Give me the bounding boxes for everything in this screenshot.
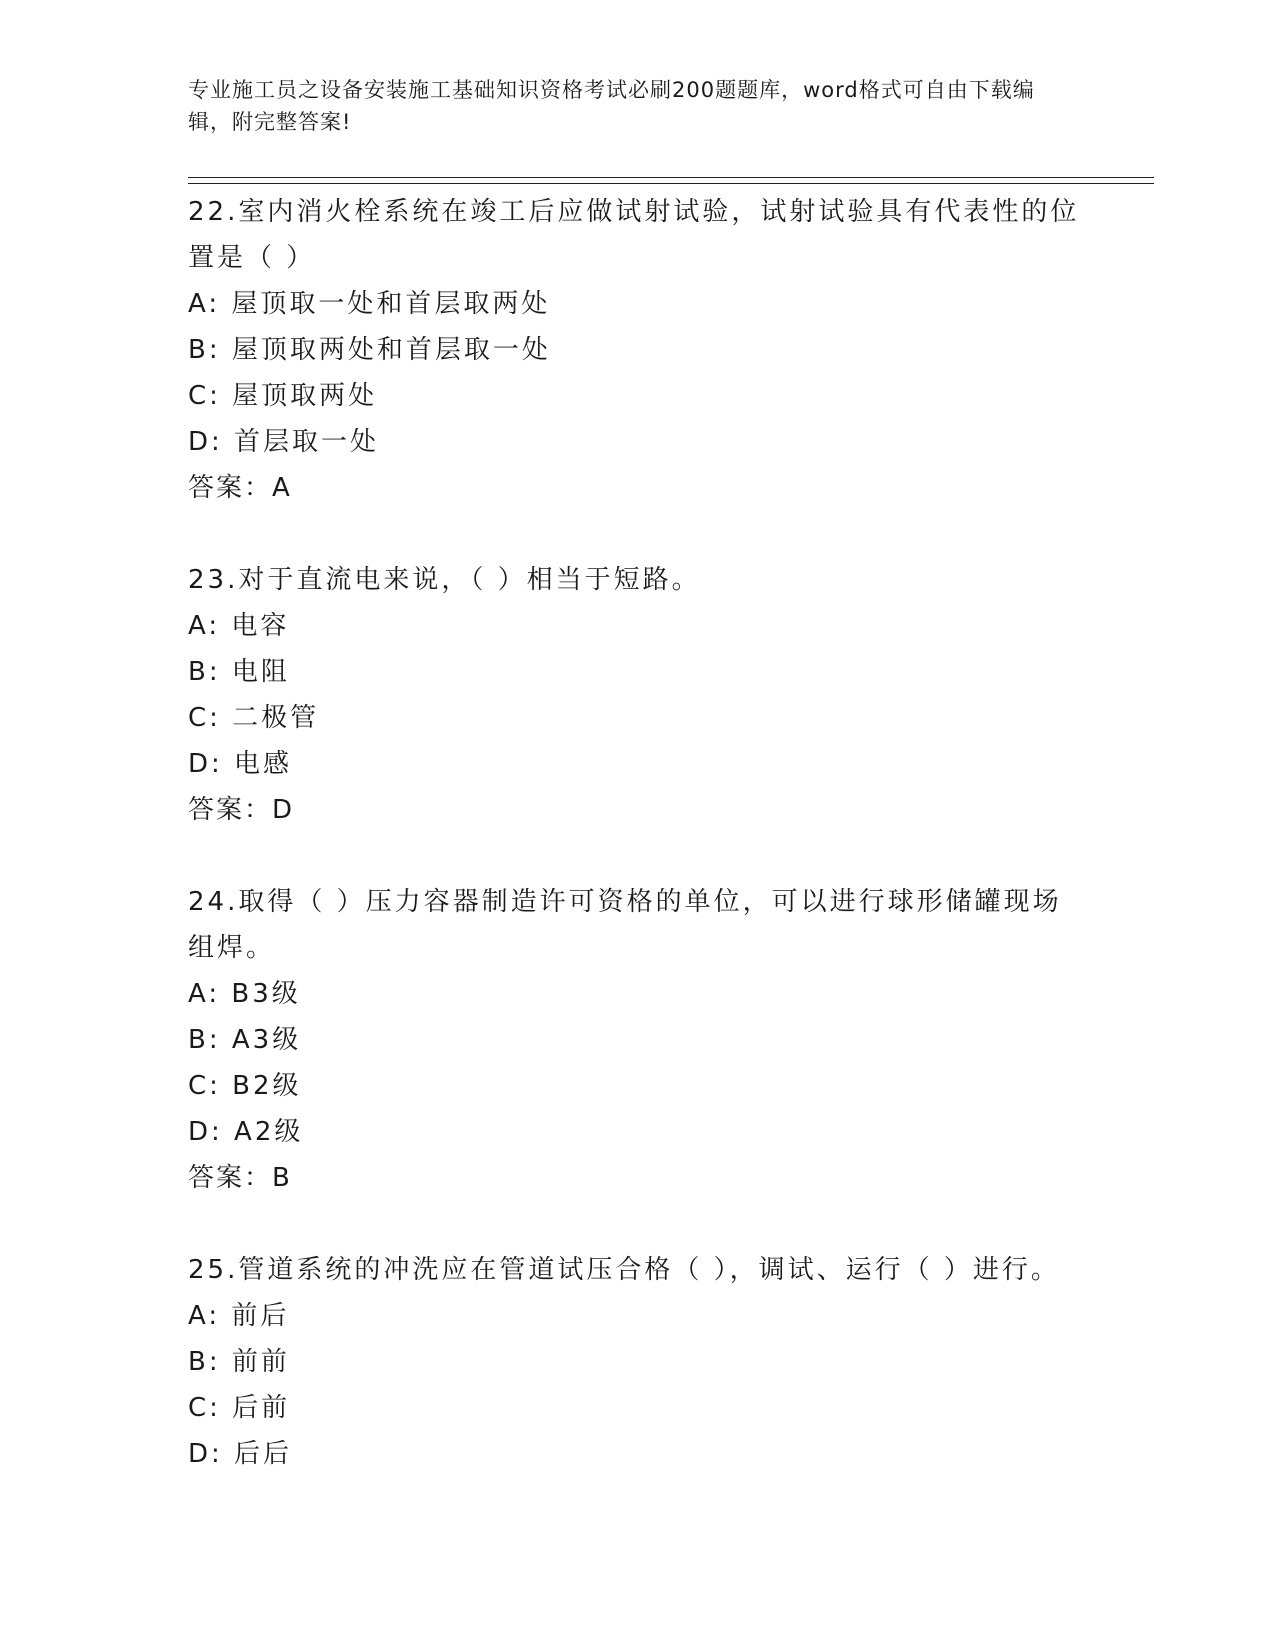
document-header: 专业施工员之设备安装施工基础知识资格考试必刷200题题库，word格式可自由下载编辑，附完整答案! xyxy=(188,78,1035,134)
option-d: D: A2级 xyxy=(188,1117,304,1147)
option-a: A: 前后 xyxy=(188,1301,290,1331)
answer-line: 答案：B xyxy=(188,1163,292,1193)
option-d: D: 后后 xyxy=(188,1439,293,1469)
answer-line: 答案：D xyxy=(188,795,295,825)
question-stem: 22.室内消火栓系统在竣工后应做试射试验，试射试验具有代表性的位置是（ ） xyxy=(188,197,1080,273)
option-b: B: 前前 xyxy=(188,1347,290,1377)
option-a: A: B3级 xyxy=(188,979,301,1009)
option-b: B: 电阻 xyxy=(188,657,290,687)
option-c: C: 屋顶取两处 xyxy=(188,381,378,411)
option-b: B: A3级 xyxy=(188,1025,302,1055)
option-a: A: 屋顶取一处和首层取两处 xyxy=(188,289,551,319)
question-list xyxy=(188,189,1088,1477)
option-b: B: 屋顶取两处和首层取一处 xyxy=(188,335,551,365)
question-stem: 25.管道系统的冲洗应在管道试压合格（ ），调试、运行（ ）进行。 xyxy=(188,1255,1060,1285)
question-22 xyxy=(188,189,1088,511)
answer-line: 答案：A xyxy=(188,473,292,503)
question-25 xyxy=(188,1247,1088,1477)
option-a: A: 电容 xyxy=(188,611,290,641)
question-stem: 23.对于直流电来说，（ ）相当于短路。 xyxy=(188,565,701,595)
option-c: C: B2级 xyxy=(188,1071,302,1101)
question-23 xyxy=(188,557,1088,833)
option-d: D: 电感 xyxy=(188,749,293,779)
option-c: C: 后前 xyxy=(188,1393,291,1423)
header-divider-top xyxy=(188,177,1154,178)
option-d: D: 首层取一处 xyxy=(188,427,380,457)
question-stem: 24.取得（ ）压力容器制造许可资格的单位，可以进行球形储罐现场组焊。 xyxy=(188,887,1062,963)
option-c: C: 二极管 xyxy=(188,703,320,733)
question-24 xyxy=(188,879,1088,1201)
header-divider-bottom xyxy=(188,183,1154,184)
